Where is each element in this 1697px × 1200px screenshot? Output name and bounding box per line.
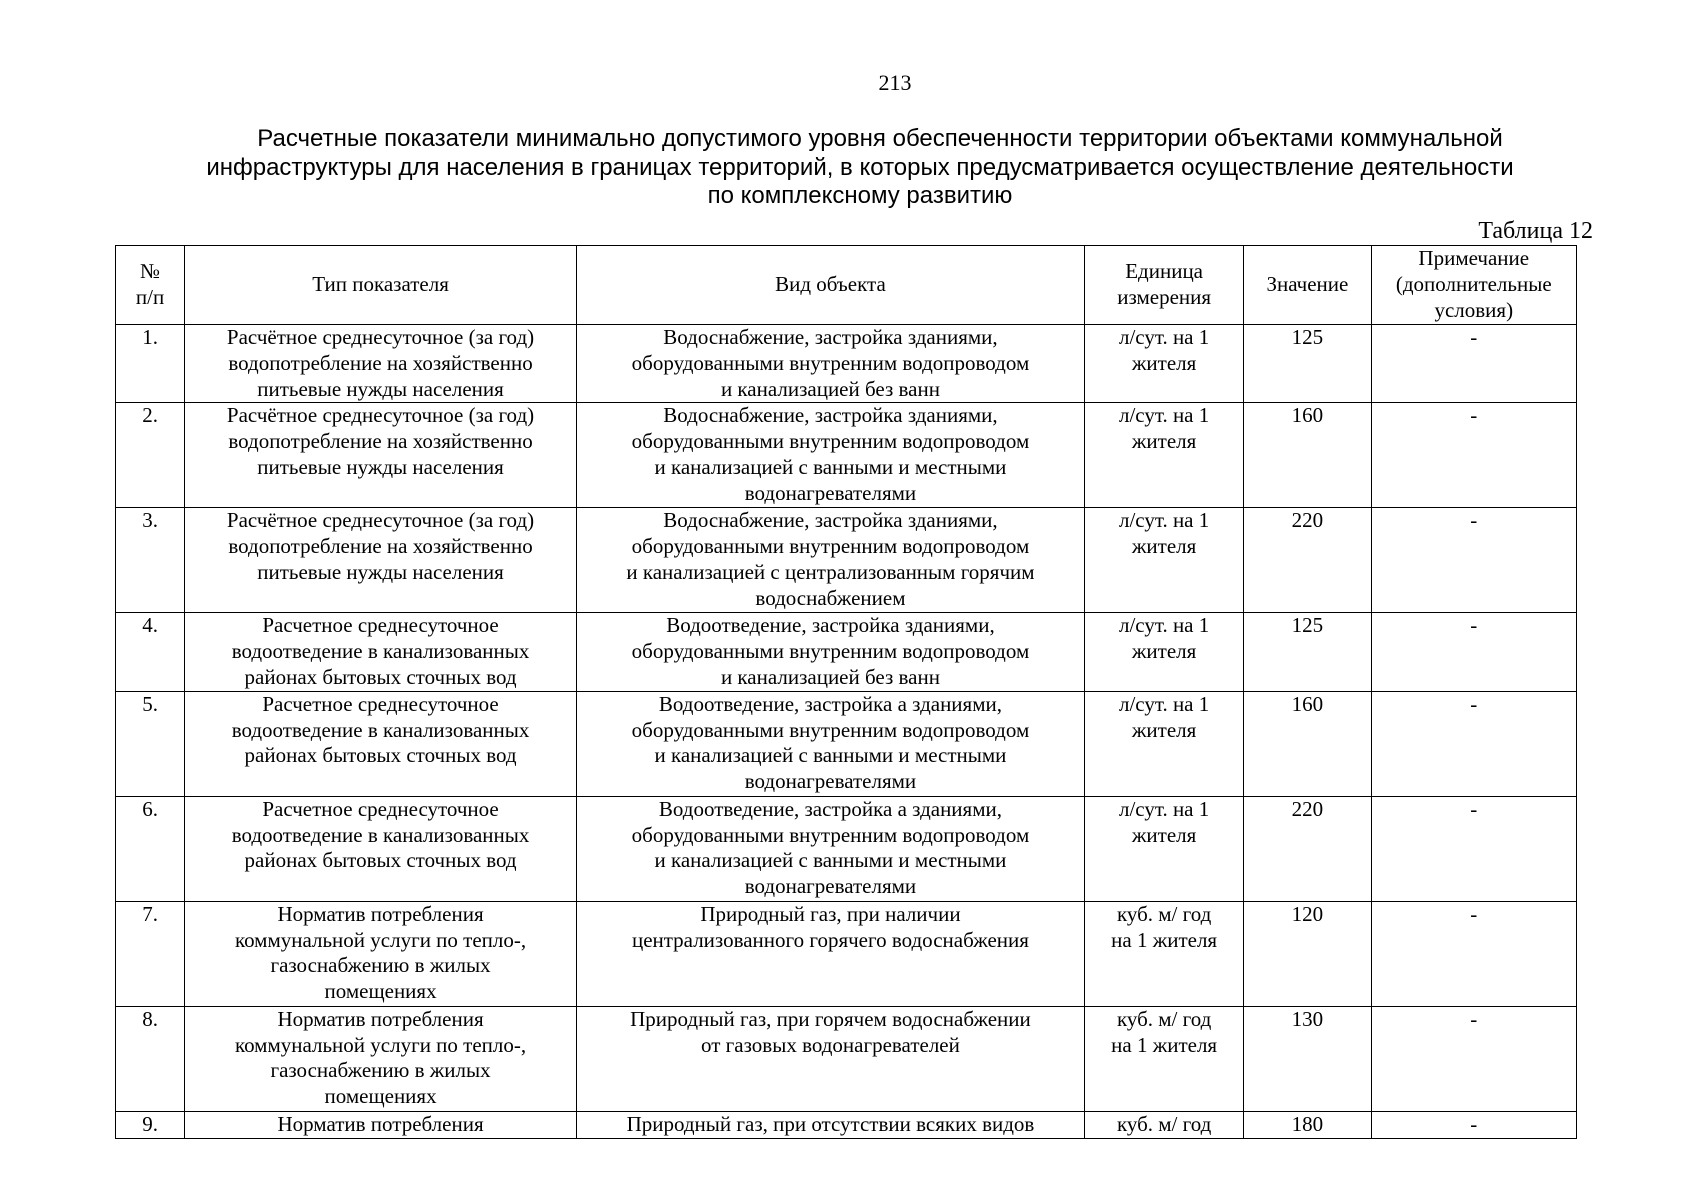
table-row — [116, 403, 1577, 508]
cell-value: 125 — [1244, 325, 1371, 403]
title-line: Расчетные показатели минимально допустимого уровня обеспеченности территории объектами коммунальной — [257, 125, 1503, 152]
cell-line: Норматив потребления — [277, 1111, 484, 1136]
header-number — [116, 246, 185, 325]
cell-line: водоотведение в канализованных — [231, 822, 530, 847]
cell-line: централизованного горячего водоснабжения — [631, 927, 1029, 952]
cell-object-type — [576, 613, 1084, 691]
cell-line: питьевые нужды населения — [257, 454, 504, 479]
cell-line: Расчётное среднесуточное (за год) — [226, 325, 535, 349]
cell-line: жителя — [1131, 350, 1197, 375]
cell-number: 6. — [116, 796, 185, 901]
header-unit — [1084, 246, 1243, 325]
cell-number: 9. — [116, 1111, 185, 1138]
header-object-type — [576, 246, 1084, 325]
table-header-row — [116, 246, 1577, 325]
cell-line: районах бытовых сточных вод — [244, 848, 517, 873]
cell-line: водонагревателями — [744, 769, 917, 794]
cell-object-type — [576, 403, 1084, 508]
cell-value: 120 — [1244, 901, 1371, 1006]
cell-value: 130 — [1244, 1006, 1371, 1111]
cell-line: жителя — [1131, 717, 1197, 742]
cell-line: и канализацией с ванными и местными — [654, 743, 1007, 768]
cell-line: л/сут. на 1 — [1118, 796, 1210, 821]
cell-line: Природный газ, при наличии — [700, 901, 961, 926]
cell-object-type — [576, 796, 1084, 901]
cell-line: куб. м/ год — [1116, 1006, 1212, 1031]
cell-indicator-type — [185, 901, 577, 1006]
cell-line: водопотребление на хозяйственно — [228, 350, 533, 375]
cell-indicator-type — [185, 508, 577, 613]
cell-line: куб. м/ год — [1116, 1111, 1212, 1136]
cell-line: жителя — [1131, 822, 1197, 847]
cell-line: Водоснабжение, застройка зданиями, — [663, 508, 998, 533]
table-row — [116, 613, 1577, 691]
table-row — [116, 508, 1577, 613]
cell-line: оборудованными внутренним водопроводом — [631, 350, 1030, 375]
header-line: п/п — [135, 285, 165, 309]
table-row — [116, 796, 1577, 901]
cell-note: - — [1371, 1111, 1576, 1138]
cell-unit — [1084, 508, 1243, 613]
cell-line: водонагревателями — [744, 874, 917, 899]
header-line: Вид объекта — [775, 272, 886, 297]
cell-note: - — [1371, 901, 1576, 1006]
cell-unit — [1084, 1006, 1243, 1111]
table-row — [116, 691, 1577, 796]
cell-line: л/сут. на 1 — [1118, 508, 1210, 533]
header-indicator-type — [185, 246, 577, 325]
cell-indicator-type — [185, 1006, 577, 1111]
header-line: № — [140, 259, 161, 284]
cell-note: - — [1371, 1006, 1576, 1111]
cell-line: оборудованными внутренним водопроводом — [631, 429, 1030, 454]
cell-line: оборудованными внутренним водопроводом — [631, 639, 1030, 664]
cell-note: - — [1371, 325, 1576, 403]
cell-line: оборудованными внутренним водопроводом — [631, 822, 1030, 847]
title-line: по комплексному развитию — [707, 182, 1013, 209]
data-table — [115, 245, 1577, 1139]
cell-line: л/сут. на 1 — [1118, 403, 1210, 428]
cell-indicator-type — [185, 613, 577, 691]
cell-line: оборудованными внутренним водопроводом — [631, 717, 1030, 742]
cell-number: 7. — [116, 901, 185, 1006]
cell-line: Водоотведение, застройка а зданиями, — [658, 796, 1002, 821]
cell-value: 180 — [1244, 1111, 1371, 1138]
cell-indicator-type — [185, 1111, 577, 1138]
cell-object-type — [576, 1006, 1084, 1111]
cell-line: Природный газ, при горячем водоснабжении — [630, 1006, 1031, 1031]
cell-line: Водоотведение, застройка зданиями, — [666, 613, 995, 638]
cell-line: и канализацией с ванными и местными — [654, 454, 1007, 479]
cell-line: жителя — [1131, 639, 1197, 664]
header-note — [1371, 246, 1576, 325]
cell-line: и канализацией с централизованным горячим — [626, 559, 1035, 584]
title-line: инфраструктуры для населения в границах территорий, в которых предусматривается осуществление деятельности — [206, 153, 1514, 181]
cell-unit — [1084, 796, 1243, 901]
cell-object-type — [576, 1111, 1084, 1138]
cell-number: 5. — [116, 691, 185, 796]
cell-line: помещениях — [324, 979, 437, 1004]
cell-line: водонагревателями — [744, 480, 917, 505]
cell-line: Природный газ, при отсутствии всяких видов — [626, 1111, 1035, 1136]
table-row — [116, 1111, 1577, 1138]
cell-line: л/сут. на 1 — [1118, 613, 1210, 638]
cell-line: водопотребление на хозяйственно — [228, 429, 533, 454]
cell-unit — [1084, 691, 1243, 796]
table-label: Таблица 12 — [1478, 218, 1593, 244]
cell-unit — [1084, 325, 1243, 403]
table-row — [116, 1006, 1577, 1111]
cell-object-type — [576, 901, 1084, 1006]
cell-line: на 1 жителя — [1111, 1032, 1218, 1057]
cell-value: 220 — [1244, 796, 1371, 901]
cell-line: жителя — [1131, 429, 1197, 454]
cell-number: 4. — [116, 613, 185, 691]
cell-line: Расчетное среднесуточное — [262, 796, 499, 821]
header-line: (дополнительные — [1395, 272, 1552, 297]
cell-line: Норматив потребления — [277, 1006, 484, 1031]
cell-note: - — [1371, 403, 1576, 508]
cell-line: водопотребление на хозяйственно — [228, 534, 533, 559]
cell-line: газоснабжению в жилых — [270, 1058, 491, 1083]
header-value — [1244, 246, 1371, 325]
header-line: измерения — [1117, 285, 1212, 309]
cell-note: - — [1371, 691, 1576, 796]
header-line: Единица — [1125, 259, 1204, 284]
cell-line: районах бытовых сточных вод — [244, 743, 517, 768]
cell-line: Расчетное среднесуточное — [262, 691, 499, 716]
cell-unit — [1084, 901, 1243, 1006]
cell-line: от газовых водонагревателей — [701, 1032, 960, 1057]
cell-unit — [1084, 613, 1243, 691]
cell-indicator-type — [185, 691, 577, 796]
cell-object-type — [576, 691, 1084, 796]
cell-number: 2. — [116, 403, 185, 508]
cell-line: Водоотведение, застройка а зданиями, — [658, 691, 1002, 716]
cell-value: 125 — [1244, 613, 1371, 691]
cell-line: коммунальной услуги по тепло-, — [234, 927, 527, 952]
cell-line: районах бытовых сточных вод — [244, 664, 517, 689]
cell-object-type — [576, 508, 1084, 613]
cell-indicator-type — [185, 325, 577, 403]
cell-note: - — [1371, 508, 1576, 613]
cell-line: Водоснабжение, застройка зданиями, — [663, 403, 998, 428]
cell-number: 8. — [116, 1006, 185, 1111]
cell-line: водоотведение в канализованных — [231, 717, 530, 742]
table-row — [116, 325, 1577, 403]
cell-line: Водоснабжение, застройка зданиями, — [663, 325, 998, 349]
cell-line: л/сут. на 1 — [1118, 691, 1210, 716]
cell-line: газоснабжению в жилых — [270, 953, 491, 978]
cell-value: 160 — [1244, 691, 1371, 796]
cell-unit — [1084, 403, 1243, 508]
cell-line: и канализацией без ванн — [720, 376, 940, 401]
table-row — [116, 901, 1577, 1006]
header-line: условия) — [1434, 297, 1514, 322]
cell-line: Расчётное среднесуточное (за год) — [226, 403, 535, 428]
cell-note: - — [1371, 796, 1576, 901]
cell-line: жителя — [1131, 534, 1197, 559]
cell-value: 220 — [1244, 508, 1371, 613]
cell-line: на 1 жителя — [1111, 927, 1218, 952]
document-title — [150, 125, 1570, 211]
page-number: 213 — [878, 70, 912, 95]
cell-line: Расчётное среднесуточное (за год) — [226, 508, 535, 533]
cell-line: Норматив потребления — [277, 901, 484, 926]
header-line: Значение — [1266, 272, 1349, 297]
cell-line: водоснабжением — [755, 585, 906, 610]
cell-unit — [1084, 1111, 1243, 1138]
cell-number: 1. — [116, 325, 185, 403]
cell-line: питьевые нужды населения — [257, 376, 504, 401]
cell-object-type — [576, 325, 1084, 403]
header-line: Тип показателя — [312, 272, 449, 297]
header-line: Примечание — [1418, 246, 1530, 271]
cell-line: и канализацией с ванными и местными — [654, 848, 1007, 873]
cell-indicator-type — [185, 796, 577, 901]
cell-line: и канализацией без ванн — [720, 664, 940, 689]
cell-number: 3. — [116, 508, 185, 613]
cell-line: л/сут. на 1 — [1118, 325, 1210, 349]
cell-indicator-type — [185, 403, 577, 508]
cell-note: - — [1371, 613, 1576, 691]
cell-line: водоотведение в канализованных — [231, 639, 530, 664]
cell-value: 160 — [1244, 403, 1371, 508]
cell-line: Расчетное среднесуточное — [262, 613, 499, 638]
cell-line: коммунальной услуги по тепло-, — [234, 1032, 527, 1057]
cell-line: питьевые нужды населения — [257, 559, 504, 584]
cell-line: помещениях — [324, 1084, 437, 1109]
cell-line: куб. м/ год — [1116, 901, 1212, 926]
cell-line: оборудованными внутренним водопроводом — [631, 534, 1030, 559]
